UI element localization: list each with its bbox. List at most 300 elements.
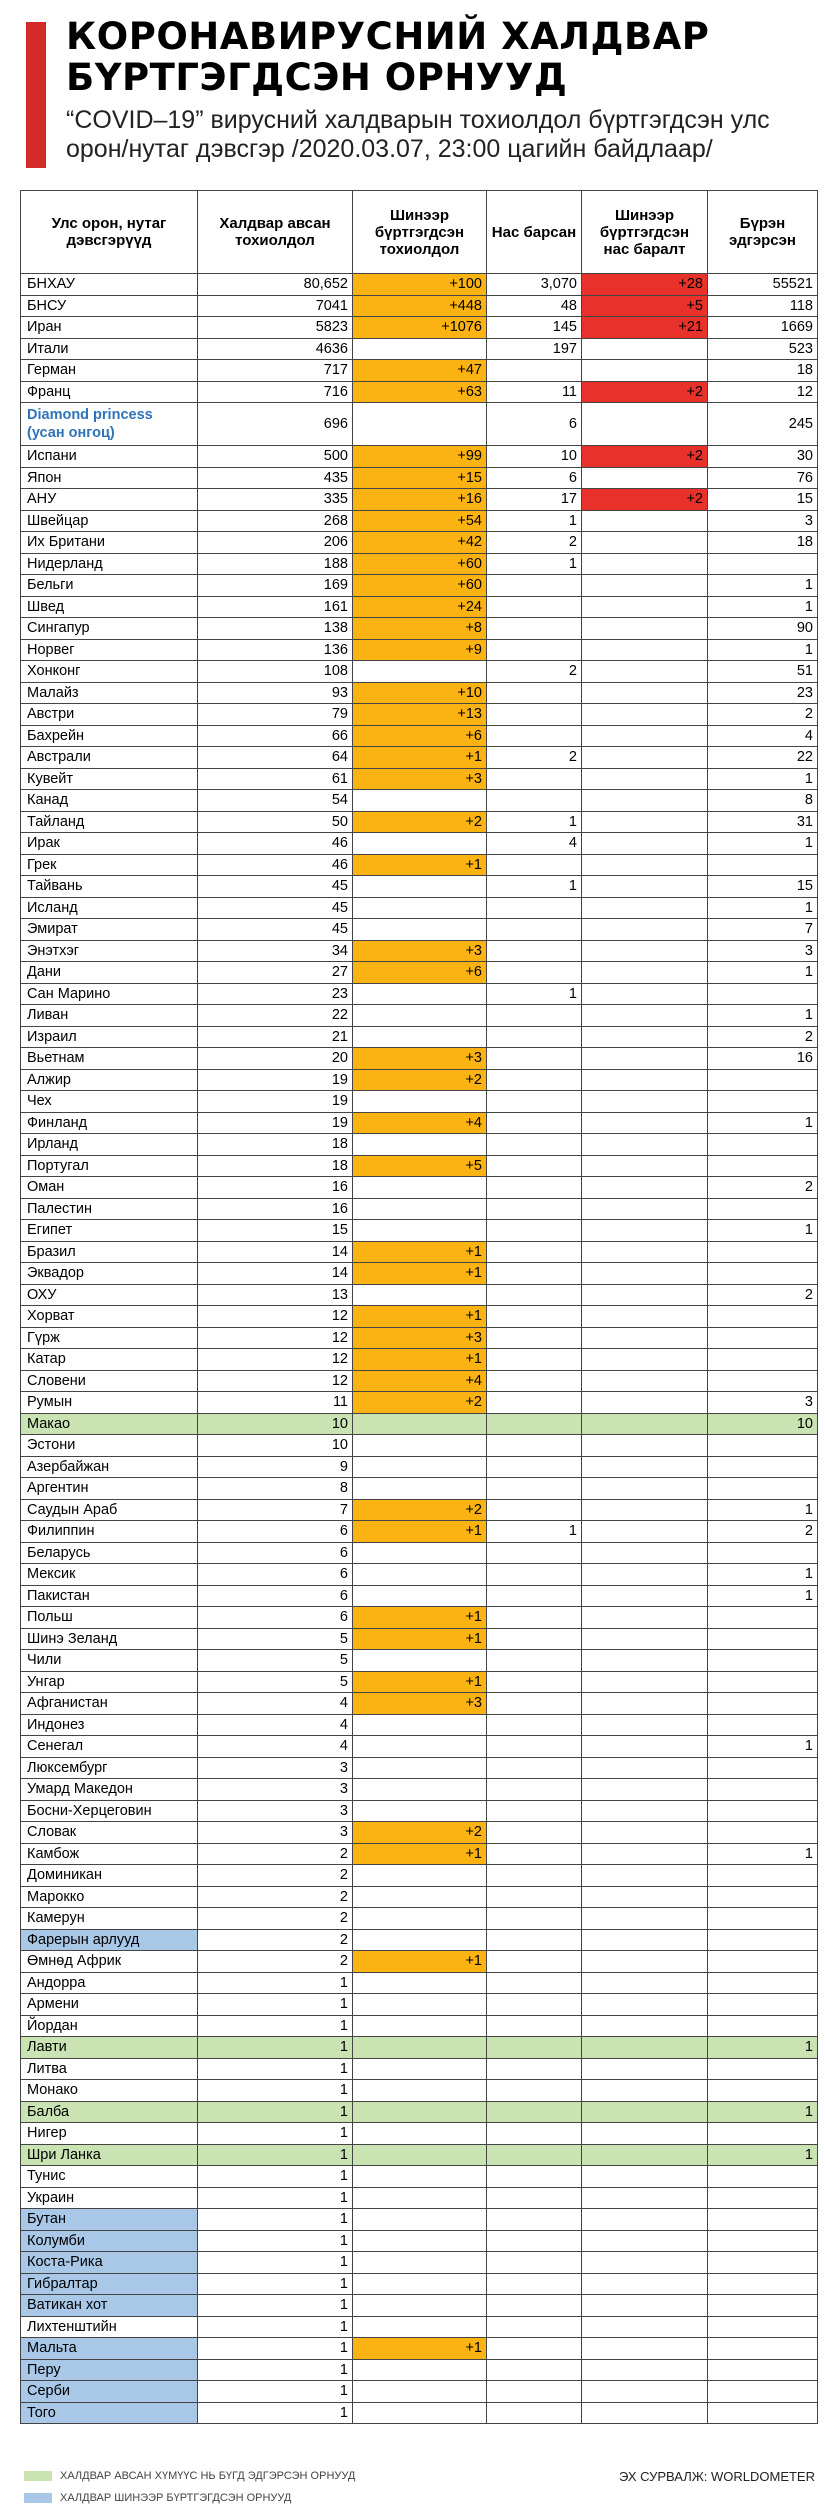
cell-newDeaths	[582, 1607, 708, 1629]
cell-new	[353, 2144, 487, 2166]
country-name: Умард Македон	[21, 1779, 198, 1801]
table-row	[21, 2381, 818, 2403]
cell-cases: 6	[198, 1542, 353, 1564]
cell-new: +47	[353, 360, 487, 382]
cell-newDeaths	[582, 811, 708, 833]
cell-new	[353, 2015, 487, 2037]
country-name: Камерун	[21, 1908, 198, 1930]
cell-deaths	[487, 1607, 582, 1629]
cell-cases: 80,652	[198, 274, 353, 296]
cell-cases: 22	[198, 1005, 353, 1027]
cell-new: +3	[353, 768, 487, 790]
cell-newDeaths	[582, 1026, 708, 1048]
cell-recovered: 8	[708, 790, 818, 812]
country-name: Нигер	[21, 2123, 198, 2145]
cell-deaths	[487, 1757, 582, 1779]
cell-new: +3	[353, 1327, 487, 1349]
cell-deaths	[487, 2402, 582, 2424]
legend-new-country	[24, 2492, 291, 2504]
cell-cases: 1	[198, 2037, 353, 2059]
cell-newDeaths	[582, 962, 708, 984]
cell-newDeaths	[582, 876, 708, 898]
cell-new: +1	[353, 1607, 487, 1629]
table-row	[21, 1435, 818, 1457]
cell-recovered	[708, 2338, 818, 2360]
table-row	[21, 1542, 818, 1564]
cell-deaths	[487, 2316, 582, 2338]
cell-new: +1	[353, 1349, 487, 1371]
cell-recovered	[708, 1886, 818, 1908]
table-row	[21, 940, 818, 962]
cell-newDeaths	[582, 2295, 708, 2317]
country-name: АНУ	[21, 489, 198, 511]
table-row	[21, 1069, 818, 1091]
cell-recovered: 23	[708, 682, 818, 704]
cell-newDeaths	[582, 1413, 708, 1435]
cell-deaths	[487, 790, 582, 812]
table-row	[21, 2273, 818, 2295]
cell-recovered	[708, 2402, 818, 2424]
cell-deaths	[487, 596, 582, 618]
cell-deaths: 1	[487, 553, 582, 575]
table-row	[21, 1865, 818, 1887]
cell-recovered	[708, 1779, 818, 1801]
country-name: Унгар	[21, 1671, 198, 1693]
cell-cases: 500	[198, 446, 353, 468]
cell-newDeaths	[582, 1306, 708, 1328]
cell-recovered: 30	[708, 446, 818, 468]
cell-cases: 169	[198, 575, 353, 597]
cell-new: +9	[353, 639, 487, 661]
cell-recovered: 1	[708, 639, 818, 661]
cell-deaths	[487, 2381, 582, 2403]
cell-recovered: 16	[708, 1048, 818, 1070]
cell-deaths	[487, 1263, 582, 1285]
cell-deaths	[487, 1628, 582, 1650]
cell-cases: 1	[198, 2187, 353, 2209]
cell-newDeaths	[582, 1134, 708, 1156]
cell-newDeaths	[582, 532, 708, 554]
cell-recovered: 1	[708, 962, 818, 984]
cell-recovered	[708, 2080, 818, 2102]
cell-newDeaths	[582, 1736, 708, 1758]
cell-cases: 2	[198, 1865, 353, 1887]
table-row	[21, 2316, 818, 2338]
cell-deaths: 145	[487, 317, 582, 339]
cell-deaths: 2	[487, 532, 582, 554]
table-row	[21, 876, 818, 898]
cell-deaths: 17	[487, 489, 582, 511]
country-name: Гүрж	[21, 1327, 198, 1349]
cell-newDeaths	[582, 1779, 708, 1801]
country-name: Израил	[21, 1026, 198, 1048]
cell-cases: 1	[198, 2230, 353, 2252]
cell-recovered	[708, 1134, 818, 1156]
cell-recovered: 1	[708, 1005, 818, 1027]
legend-green-label: ХАЛДВАР АВСАН ХҮМҮҮС НЬ БҮГД ЭДГЭРСЭН ОРНУУД	[60, 2470, 356, 2482]
cell-deaths	[487, 2015, 582, 2037]
table-row	[21, 1650, 818, 1672]
cell-deaths	[487, 1241, 582, 1263]
cell-deaths	[487, 1155, 582, 1177]
cell-cases: 4	[198, 1736, 353, 1758]
cell-recovered	[708, 1929, 818, 1951]
cell-newDeaths	[582, 1370, 708, 1392]
table-row	[21, 1112, 818, 1134]
cell-new: +4	[353, 1112, 487, 1134]
cell-cases: 1	[198, 1994, 353, 2016]
table-row	[21, 1134, 818, 1156]
cell-newDeaths	[582, 1521, 708, 1543]
cell-new	[353, 1413, 487, 1435]
cell-newDeaths	[582, 1908, 708, 1930]
cell-cases: 8	[198, 1478, 353, 1500]
cell-cases: 696	[198, 403, 353, 446]
cell-newDeaths	[582, 2123, 708, 2145]
country-name: БНХАУ	[21, 274, 198, 296]
cell-newDeaths	[582, 1349, 708, 1371]
cell-recovered	[708, 1263, 818, 1285]
cell-deaths	[487, 1908, 582, 1930]
cell-cases: 20	[198, 1048, 353, 1070]
country-name: Ирак	[21, 833, 198, 855]
cell-cases: 61	[198, 768, 353, 790]
cell-recovered: 1669	[708, 317, 818, 339]
cell-deaths	[487, 2037, 582, 2059]
country-name: Өмнөд Африк	[21, 1951, 198, 1973]
cell-new	[353, 1757, 487, 1779]
cell-recovered: 2	[708, 1284, 818, 1306]
table-row	[21, 381, 818, 403]
cell-deaths	[487, 1005, 582, 1027]
cell-cases: 5	[198, 1650, 353, 1672]
cell-new: +54	[353, 510, 487, 532]
cell-cases: 19	[198, 1112, 353, 1134]
cell-newDeaths	[582, 983, 708, 1005]
country-name: Словени	[21, 1370, 198, 1392]
cell-recovered: 22	[708, 747, 818, 769]
country-name: Гибралтар	[21, 2273, 198, 2295]
table-row	[21, 403, 818, 446]
cell-newDeaths	[582, 1822, 708, 1844]
cell-recovered	[708, 1155, 818, 1177]
cell-new: +2	[353, 1499, 487, 1521]
cell-cases: 12	[198, 1327, 353, 1349]
cell-newDeaths	[582, 1155, 708, 1177]
cell-cases: 18	[198, 1155, 353, 1177]
cell-newDeaths	[582, 833, 708, 855]
title-line-2: БҮРТГЭГДСЭН ОРНУУД	[66, 56, 568, 99]
cell-deaths: 1	[487, 510, 582, 532]
cell-cases: 2	[198, 1908, 353, 1930]
cell-deaths	[487, 1478, 582, 1500]
cell-cases: 1	[198, 2381, 353, 2403]
header	[26, 14, 816, 172]
cell-newDeaths	[582, 2230, 708, 2252]
cell-cases: 6	[198, 1521, 353, 1543]
country-name: Норвег	[21, 639, 198, 661]
cell-newDeaths	[582, 2338, 708, 2360]
cell-new: +3	[353, 1693, 487, 1715]
country-name: Аргентин	[21, 1478, 198, 1500]
cell-deaths	[487, 1134, 582, 1156]
cell-new	[353, 1564, 487, 1586]
cell-cases: 1	[198, 2273, 353, 2295]
country-name: Пакистан	[21, 1585, 198, 1607]
table-row	[21, 1521, 818, 1543]
table-row	[21, 1671, 818, 1693]
cell-recovered	[708, 1865, 818, 1887]
cell-deaths	[487, 1865, 582, 1887]
cell-newDeaths	[582, 1284, 708, 1306]
cell-deaths: 6	[487, 467, 582, 489]
cell-recovered	[708, 2058, 818, 2080]
country-name: Бельги	[21, 575, 198, 597]
country-name: Филиппин	[21, 1521, 198, 1543]
cell-deaths	[487, 1220, 582, 1242]
header-new-cases: Шинээр бүртгэгдсэн тохиолдол	[353, 191, 487, 274]
cell-deaths	[487, 897, 582, 919]
country-name: Серби	[21, 2381, 198, 2403]
cell-deaths	[487, 1972, 582, 1994]
country-name: Кувейт	[21, 768, 198, 790]
cell-new: +42	[353, 532, 487, 554]
cell-deaths	[487, 2166, 582, 2188]
cell-newDeaths	[582, 2381, 708, 2403]
cell-newDeaths: +28	[582, 274, 708, 296]
table-row	[21, 1822, 818, 1844]
cell-deaths	[487, 1499, 582, 1521]
table-row	[21, 919, 818, 941]
cell-newDeaths	[582, 553, 708, 575]
cell-recovered	[708, 1198, 818, 1220]
table-row	[21, 1263, 818, 1285]
cell-recovered: 118	[708, 295, 818, 317]
cell-recovered	[708, 2209, 818, 2231]
cell-new: +1	[353, 2338, 487, 2360]
table-row	[21, 575, 818, 597]
cell-newDeaths	[582, 575, 708, 597]
accent-bar	[26, 22, 46, 168]
cell-cases: 18	[198, 1134, 353, 1156]
cell-deaths: 2	[487, 661, 582, 683]
cell-cases: 1	[198, 2166, 353, 2188]
cell-deaths	[487, 1564, 582, 1586]
country-name: Чили	[21, 1650, 198, 1672]
cell-recovered: 3	[708, 510, 818, 532]
cell-deaths	[487, 575, 582, 597]
cell-new	[353, 1994, 487, 2016]
cell-new	[353, 1005, 487, 1027]
cell-newDeaths	[582, 639, 708, 661]
cell-new	[353, 876, 487, 898]
cell-new: +1	[353, 1843, 487, 1865]
cell-recovered	[708, 2359, 818, 2381]
cell-new	[353, 983, 487, 1005]
cell-recovered: 1	[708, 897, 818, 919]
cell-new: +99	[353, 446, 487, 468]
cell-recovered	[708, 1972, 818, 1994]
cell-cases: 716	[198, 381, 353, 403]
cell-new	[353, 897, 487, 919]
cell-newDeaths	[582, 1972, 708, 1994]
table-row	[21, 833, 818, 855]
cell-cases: 5	[198, 1628, 353, 1650]
country-name: Коста-Рика	[21, 2252, 198, 2274]
cell-cases: 6	[198, 1607, 353, 1629]
cell-recovered: 18	[708, 360, 818, 382]
cell-recovered	[708, 1650, 818, 1672]
cell-deaths	[487, 682, 582, 704]
cell-recovered	[708, 1994, 818, 2016]
cell-recovered: 7	[708, 919, 818, 941]
country-name: Люксембург	[21, 1757, 198, 1779]
cell-recovered: 1	[708, 575, 818, 597]
cell-new	[353, 1779, 487, 1801]
cell-newDeaths	[582, 768, 708, 790]
cell-deaths	[487, 1886, 582, 1908]
cell-deaths	[487, 2359, 582, 2381]
cell-cases: 16	[198, 1198, 353, 1220]
cell-deaths	[487, 1650, 582, 1672]
table-row	[21, 1198, 818, 1220]
table-row	[21, 1177, 818, 1199]
cell-cases: 16	[198, 1177, 353, 1199]
cell-new: +6	[353, 962, 487, 984]
country-name: Эмират	[21, 919, 198, 941]
table-row	[21, 1757, 818, 1779]
cell-deaths	[487, 1026, 582, 1048]
table-row	[21, 467, 818, 489]
country-name: Австрали	[21, 747, 198, 769]
country-name: Доминикан	[21, 1865, 198, 1887]
cell-cases: 10	[198, 1413, 353, 1435]
table-row	[21, 317, 818, 339]
cell-newDeaths	[582, 1327, 708, 1349]
cell-deaths: 48	[487, 295, 582, 317]
cell-cases: 161	[198, 596, 353, 618]
table-row	[21, 1413, 818, 1435]
cell-cases: 1	[198, 2316, 353, 2338]
cell-new: +2	[353, 1392, 487, 1414]
cell-new	[353, 1026, 487, 1048]
cell-deaths	[487, 1585, 582, 1607]
cell-recovered	[708, 2316, 818, 2338]
cell-recovered	[708, 1951, 818, 1973]
cell-cases: 45	[198, 919, 353, 941]
cell-cases: 3	[198, 1757, 353, 1779]
cell-recovered	[708, 553, 818, 575]
country-name: Тайвань	[21, 876, 198, 898]
cell-recovered	[708, 1241, 818, 1263]
cell-new	[353, 1972, 487, 1994]
cell-recovered	[708, 983, 818, 1005]
cell-cases: 2	[198, 1929, 353, 1951]
cell-recovered: 2	[708, 1026, 818, 1048]
table-row	[21, 1456, 818, 1478]
cell-new	[353, 1284, 487, 1306]
table-row	[21, 2230, 818, 2252]
cell-cases: 6	[198, 1564, 353, 1586]
cell-deaths: 197	[487, 338, 582, 360]
country-name: Франц	[21, 381, 198, 403]
cell-cases: 13	[198, 1284, 353, 1306]
cell-recovered	[708, 1306, 818, 1328]
table-row	[21, 1370, 818, 1392]
cell-deaths	[487, 1069, 582, 1091]
cell-newDeaths	[582, 1564, 708, 1586]
cell-new	[353, 1886, 487, 1908]
cell-new: +3	[353, 1048, 487, 1070]
cell-cases: 3	[198, 1779, 353, 1801]
cell-new	[353, 1800, 487, 1822]
cell-deaths	[487, 1671, 582, 1693]
table-row	[21, 747, 818, 769]
cell-deaths	[487, 940, 582, 962]
cell-recovered: 4	[708, 725, 818, 747]
country-name: Босни-Херцеговин	[21, 1800, 198, 1822]
country-name: Перу	[21, 2359, 198, 2381]
cell-new: +13	[353, 704, 487, 726]
header-country: Улс орон, нутаг дэвсгэрүүд	[21, 191, 198, 274]
cell-deaths	[487, 768, 582, 790]
cell-newDeaths	[582, 704, 708, 726]
cell-cases: 5823	[198, 317, 353, 339]
cell-new	[353, 833, 487, 855]
cell-deaths	[487, 360, 582, 382]
cell-newDeaths: +2	[582, 381, 708, 403]
cell-recovered: 15	[708, 489, 818, 511]
cell-recovered	[708, 2252, 818, 2274]
cell-deaths	[487, 2123, 582, 2145]
cell-recovered	[708, 2295, 818, 2317]
country-name: Тайланд	[21, 811, 198, 833]
table-row	[21, 790, 818, 812]
country-name: Австри	[21, 704, 198, 726]
country-name: Палестин	[21, 1198, 198, 1220]
country-name: Хонконг	[21, 661, 198, 683]
cell-new	[353, 1435, 487, 1457]
cell-cases: 435	[198, 467, 353, 489]
cell-newDeaths	[582, 1714, 708, 1736]
cell-recovered	[708, 1908, 818, 1930]
cell-new	[353, 1198, 487, 1220]
cell-recovered	[708, 1607, 818, 1629]
table-row	[21, 661, 818, 683]
country-name: Финланд	[21, 1112, 198, 1134]
table-row	[21, 1800, 818, 1822]
table-row	[21, 2144, 818, 2166]
country-name: Андорра	[21, 1972, 198, 1994]
table-header-row	[21, 191, 818, 274]
cell-new	[353, 2209, 487, 2231]
cell-newDeaths	[582, 1693, 708, 1715]
cell-cases: 50	[198, 811, 353, 833]
country-name: Бразил	[21, 1241, 198, 1263]
table-row	[21, 532, 818, 554]
cell-deaths: 1	[487, 983, 582, 1005]
cell-new	[353, 338, 487, 360]
cell-newDeaths	[582, 2144, 708, 2166]
table-row	[21, 704, 818, 726]
cell-deaths	[487, 919, 582, 941]
cell-new: +15	[353, 467, 487, 489]
cell-cases: 4	[198, 1693, 353, 1715]
country-name: Азербайжан	[21, 1456, 198, 1478]
country-name: Швед	[21, 596, 198, 618]
country-name: Сенегал	[21, 1736, 198, 1758]
country-name: Индонез	[21, 1714, 198, 1736]
